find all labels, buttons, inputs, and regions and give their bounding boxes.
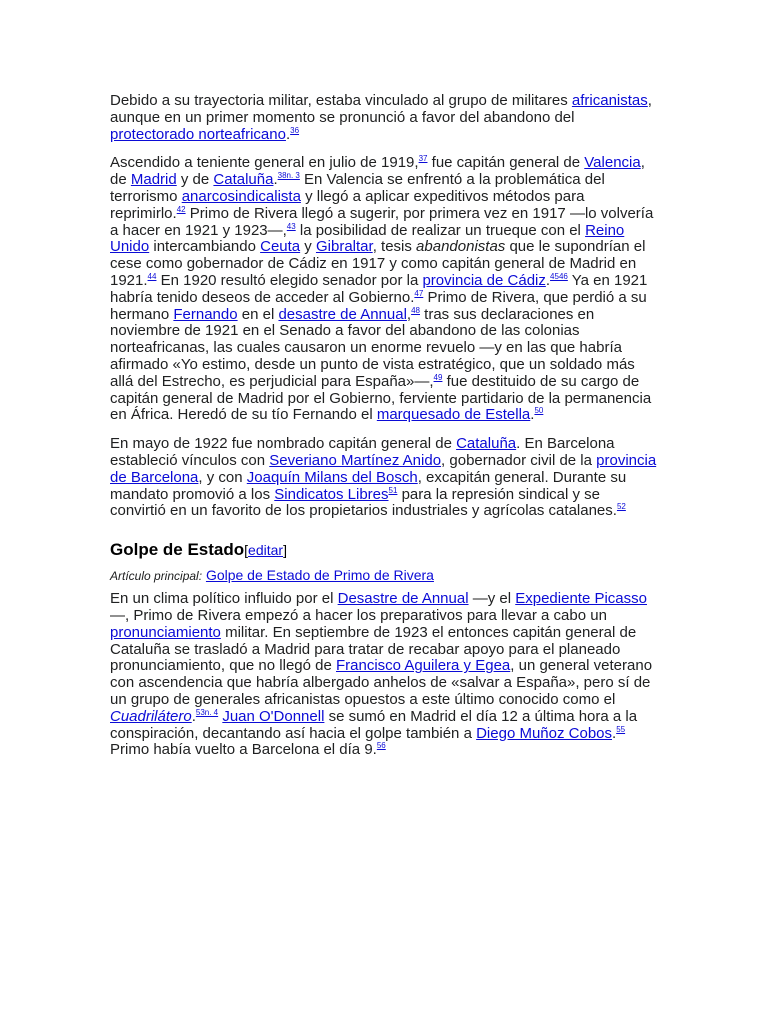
main-article-link[interactable]: Golpe de Estado de Primo de Rivera [205,567,434,584]
text-run: tras sus declaraciones en noviembre de 1921 en el Senado a favor del abandono de las colonias norteafricanas, las cuales causaron un enorme revuelo —y en las que habría afirmado «Yo estimo, desde un punto de vista estratégico, que un soldado más allá del Estrecho, es perjudicial para España»—, [110,305,635,390]
text-run: fue destituido de su cargo de capitán general de Madrid por el Gobierno, ferviente partidario de la permanencia en África. Heredó de su tío Fernando el [110,372,652,424]
text-run: la posibilidad de realizar un trueque con el [295,221,586,239]
text-run: , aunque en un primer momento se pronunció a favor del abandono del [110,92,652,126]
paragraph [110,155,660,424]
text-run: En Valencia se enfrentó a la problemática del terrorismo [110,171,605,205]
intro-paragraphs [110,93,660,520]
reference-sup [196,708,218,717]
text-run: —, Primo de Rivera empezó a hacer los preparativos para llevar a cabo un [110,606,607,624]
edit-section-link-wrapper: [editar] [244,542,287,559]
text-run: —y el [468,590,516,608]
reference-link[interactable]: 53n. 4 [195,707,219,717]
reference-link[interactable]: 47 [414,288,424,298]
text-run: fue capitán general de [427,154,585,172]
reference-link[interactable]: 48 [411,305,420,315]
reference-link[interactable]: 56 [376,741,386,751]
text-run: se sumó en Madrid el día 12 a última hora a la conspiración, decantando así hacia el golpe también a [110,707,638,742]
reference-sup [377,741,386,750]
section-paragraphs [110,591,660,759]
link-gibraltar[interactable]: Gibraltar [315,238,373,256]
reference-link[interactable]: 4546 [550,271,568,281]
text-run: y de [176,171,214,189]
reference-sup [411,306,420,315]
reference-sup [617,502,626,511]
link-anarcosindicalista[interactable]: anarcosindicalista [181,187,301,205]
reference-sup [616,725,625,734]
text-run: Ya en 1921 habría tenido deseos de acceder al Gobierno. [110,271,648,306]
text-run: . [612,724,617,742]
text-run: intercambiando [149,238,261,256]
reference-link[interactable]: 37 [418,154,428,164]
text-run: . [545,271,551,289]
text-run: En un clima político influido por el [110,590,338,608]
text-run: En 1920 resultó elegido senador por la [156,271,423,289]
text-run: . [273,171,278,189]
text-run: , y con [198,468,247,486]
link-sindicatos-libres[interactable]: Sindicatos Libres [274,485,389,503]
reference-link[interactable]: 43 [286,221,296,231]
link-valencia[interactable]: Valencia [584,154,641,172]
text-run: en el [237,305,279,323]
link-provincia-de-cadiz[interactable]: provincia de Cádiz [422,271,546,289]
text-run: Primo de Rivera, que perdió a su hermano [110,288,647,323]
link-cataluna[interactable]: Cataluña [456,435,517,453]
reference-sup [534,406,543,415]
article-body [110,93,660,771]
reference-sup [290,126,299,135]
text-run: . [530,406,535,424]
reference-link[interactable]: 38n. 3 [277,171,300,181]
italic-term: abandonistas [416,238,506,256]
text-run: para la represión sindical y se convirtió en un favorito de los propietarios industriales y agrícolas catalanes. [110,485,617,520]
paragraph [110,436,660,520]
paragraph [110,93,660,143]
reference-link[interactable]: 52 [616,502,626,512]
text-run: , [406,305,412,323]
link-protectorado-norteafricano[interactable]: protectorado norteafricano [110,125,286,143]
link-diego-munoz-cobos[interactable]: Diego Muñoz Cobos [476,724,613,742]
reference-sup [414,289,423,298]
reference-link[interactable]: 42 [176,204,186,214]
link-marquesado-de-estella[interactable]: marquesado de Estella [376,406,531,424]
text-run: , excapitán general. Durante su mandato promovió a los [110,468,627,503]
link-ceuta[interactable]: Ceuta [260,238,301,256]
text-run: . [191,707,196,725]
link-cuadrilatero[interactable]: Cuadrilátero [110,707,192,725]
text-run: militar. En septiembre de 1923 el entonces capitán general de Cataluña se trasladó a Madrid para tratar de recabar apoyo para el planeado pronunciamiento, que no llegó de [110,623,637,675]
text-run: Ascendido a teniente general en julio de 1919, [110,154,419,172]
text-run: y [300,238,316,256]
text-run: En mayo de 1922 fue nombrado capitán general de [110,435,457,453]
link-reino-unido[interactable]: Reino Unido [110,221,625,256]
link-africanistas[interactable]: africanistas [571,92,648,109]
text-run: Primo de Rivera llegó a sugerir, por primera vez en 1917 —lo volvería a hacer en 1921 y 1923—, [110,204,654,239]
link-desastre-de-annual[interactable]: Desastre de Annual [337,590,469,608]
reference-sup [550,272,568,281]
text-run: , gobernador civil de la [441,451,597,469]
paragraph [110,591,660,759]
text-run: . En Barcelona estableció vínculos con [110,435,615,469]
reference-link[interactable]: 49 [433,372,443,382]
italic-link-wrapper [110,708,192,725]
text-run: Debido a su trayectoria militar, estaba vinculado al grupo de militares [110,92,572,109]
reference-link[interactable]: 50 [534,406,544,416]
text-run: , de [110,154,645,189]
main-article-hatnote [110,566,660,585]
reference-sup [278,171,300,180]
link-pronunciamiento[interactable]: pronunciamiento [110,623,221,641]
text-run: , un general veterano con ascendencia que habría albergado anhelos de «salvar a España», pero sí de un grupo de generales africanistas opuestos a este último conocido como el [110,657,653,708]
link-desastre-de-annual[interactable]: desastre de Annual [278,305,407,323]
text-run: . [285,125,291,143]
link-severiano-martinez-anido[interactable]: Severiano Martínez Anido [269,451,442,469]
reference-link[interactable]: 36 [290,125,300,135]
reference-link[interactable]: 44 [147,271,157,281]
reference-sup [177,205,186,214]
text-run: , tesis [372,238,417,256]
link-provincia-de-barcelona[interactable]: provincia de Barcelona [110,451,657,486]
section-heading [110,540,660,560]
link-francisco-aguilera-y-egea[interactable]: Francisco Aguilera y Egea [336,657,511,675]
edit-section-link[interactable]: editar [248,542,284,559]
hatnote-label: Artículo principal: [110,569,203,584]
link-expediente-picasso[interactable]: Expediente Picasso [515,590,647,608]
link-joaquin-milans-del-bosch[interactable]: Joaquín Milans del Bosch [246,468,418,486]
link-fernando[interactable]: Fernando [173,305,238,323]
reference-link[interactable]: 51 [388,485,398,495]
section-title: Golpe de Estado [110,540,245,560]
link-juan-o-donnell[interactable]: Juan O'Donnell [222,707,325,725]
link-cataluna[interactable]: Cataluña [213,171,274,189]
reference-sup [287,222,296,231]
text-run: Primo había vuelto a Barcelona el día 9. [110,741,377,759]
reference-link[interactable]: 55 [616,724,626,734]
text-run: y llegó a aplicar expeditivos métodos para reprimirlo. [110,187,585,222]
text-run: que le supondrían el cese como gobernador de Cádiz en 1917 y como capitán general de Madrid en 1921. [110,238,646,289]
link-madrid[interactable]: Madrid [130,171,177,189]
